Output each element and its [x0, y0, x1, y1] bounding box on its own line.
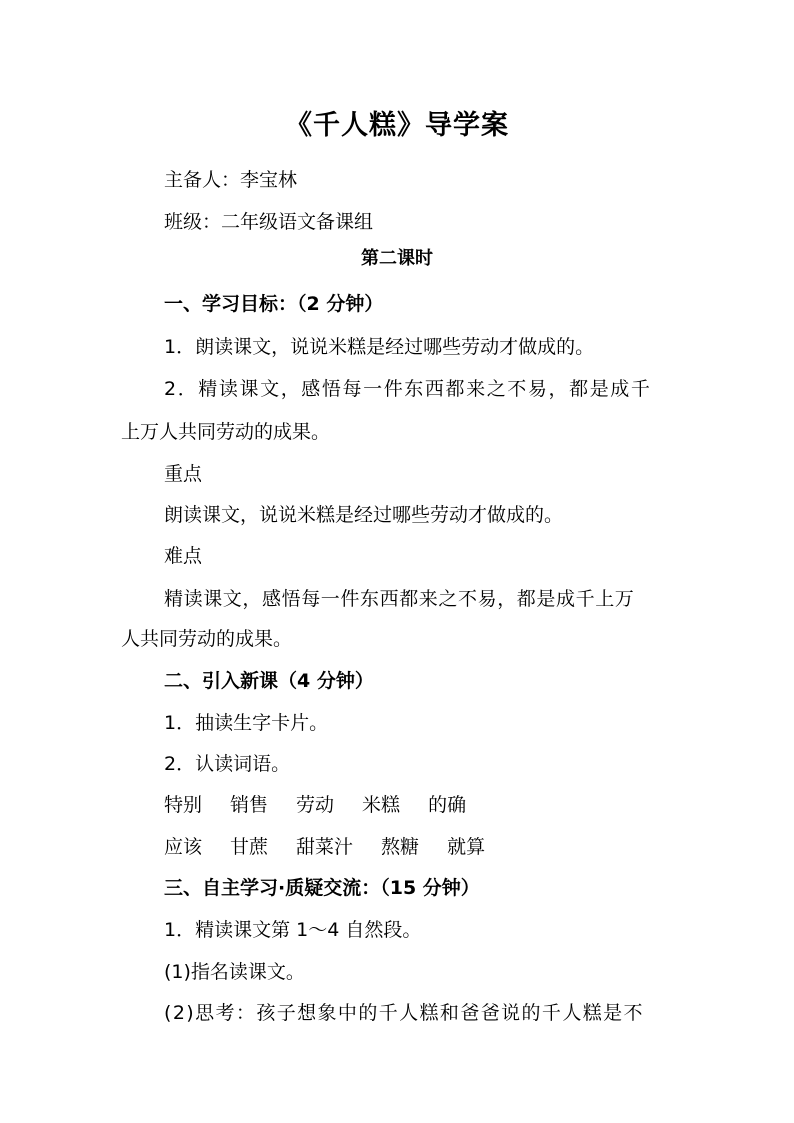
section2-heading: 二、引入新课（4 分钟） [164, 670, 374, 692]
goal-item-1: 1．朗读课文，说说米糕是经过哪些劳动才做成的。 [164, 336, 595, 358]
key-point-text: 朗读课文，说说米糕是经过哪些劳动才做成的。 [164, 504, 564, 526]
lesson-subtitle: 第二课时 [361, 248, 433, 269]
study-sub-1: (1)指名读课文。 [164, 961, 305, 983]
goal-item-2-line1: 2．精读课文，感悟每一件东西都来之不易，都是成千 [164, 378, 652, 400]
study-item-1: 1．精读课文第 1～4 自然段。 [164, 919, 422, 941]
vocab-word: 甜菜汁 [296, 836, 354, 858]
class-line: 班级：二年级语文备课组 [164, 211, 374, 233]
vocab-word: 销售 [230, 794, 269, 816]
vocab-word: 的确 [428, 794, 467, 816]
difficulty-line1: 精读课文，感悟每一件东西都来之不易，都是成千上万 [164, 588, 635, 610]
section1-heading: 一、学习目标：（2 分钟） [164, 293, 384, 315]
document-title: 《千人糕》导学案 [285, 110, 509, 141]
difficulty-label: 难点 [164, 545, 203, 567]
vocab-word: 劳动 [296, 794, 335, 816]
study-sub-2: (2)思考：孩子想象中的千人糕和爸爸说的千人糕是不 [164, 1002, 644, 1024]
key-point-label: 重点 [164, 463, 203, 485]
goal-item-2-line2: 上万人共同劳动的成果。 [121, 421, 331, 443]
difficulty-line2: 人共同劳动的成果。 [121, 628, 293, 650]
vocab-word: 熬糖 [381, 836, 420, 858]
vocab-word: 甘蔗 [230, 836, 269, 858]
intro-item-2: 2．认读词语。 [164, 753, 291, 775]
vocab-row-2 [164, 835, 513, 859]
preparer-line: 主备人：李宝林 [164, 169, 298, 191]
vocab-word: 特别 [164, 794, 203, 816]
vocab-word: 就算 [447, 836, 486, 858]
vocab-word: 米糕 [362, 794, 401, 816]
vocab-word: 应该 [164, 836, 203, 858]
section3-heading: 三、自主学习·质疑交流：（15 分钟） [164, 877, 480, 899]
intro-item-1: 1．抽读生字卡片。 [164, 712, 329, 734]
vocab-row-1 [164, 793, 494, 817]
